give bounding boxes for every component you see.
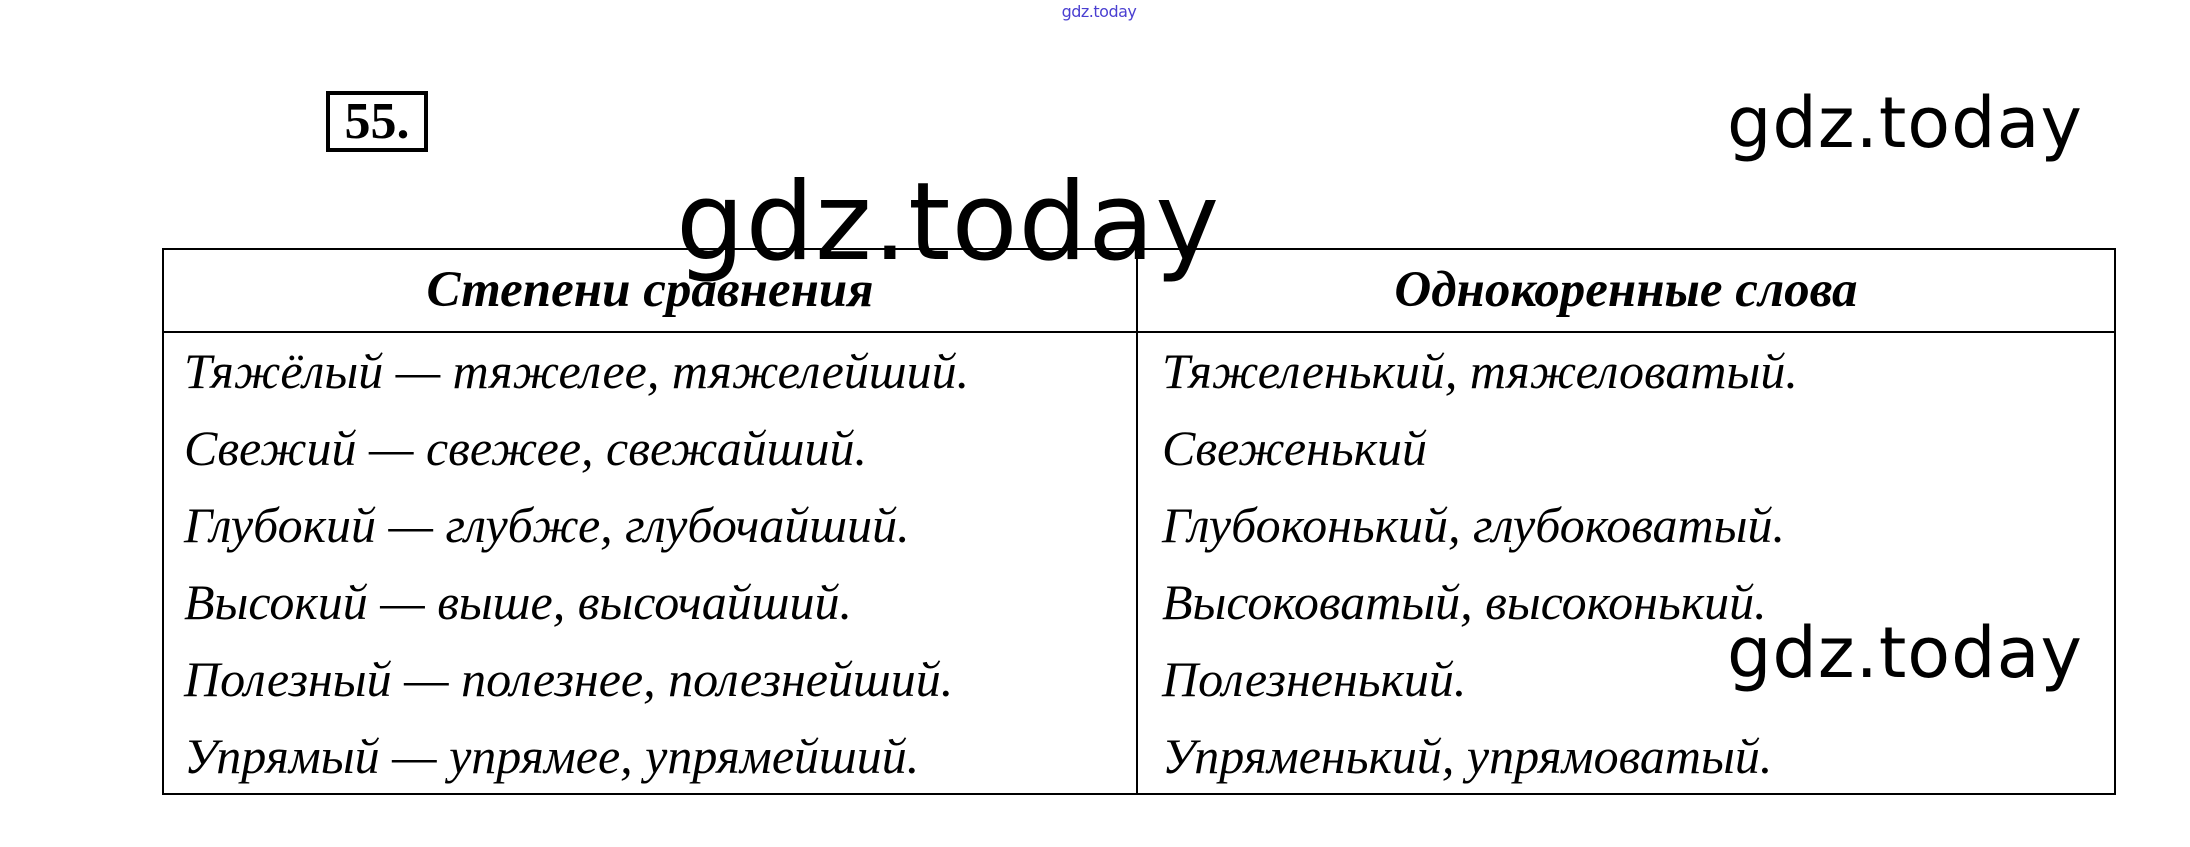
table-cell-degrees: Упрямый — упрямее, упрямейший. [184,728,920,784]
table-cell-degrees: Тяжёлый — тяжелее, тяжелейший. [184,343,970,399]
task-number: 55. [326,91,428,152]
column-cognate-words [1162,333,1798,795]
table-cell-degrees: Высокий — выше, высочайший. [184,574,853,630]
table-cell-cognates: Упряменький, упрямоватый. [1162,728,1773,784]
table-cell-cognates: Высоковатый, высоконький. [1162,574,1767,630]
table-cell-degrees: Глубокий — глубже, глубочайший. [184,497,910,553]
table-cell-degrees: Полезный — полезнее, полезнейший. [184,651,954,707]
watermark-top-right: gdz.today [1727,82,2083,164]
column-degrees-of-comparison [184,333,969,795]
watermark-center: gdz.today [676,160,1221,285]
table-cell-cognates: Полезненький. [1162,651,1467,707]
watermark-bottom-right: gdz.today [1727,612,2083,694]
header-cognate-words: Однокоренные слова [1394,262,1858,318]
header-degrees-of-comparison: Степени сравнения [426,262,874,318]
table-cell-degrees: Свежий — свежее, свежайший. [184,420,867,476]
watermark-top-small: gdz.today [1061,2,1137,21]
comparison-table [162,248,2116,795]
table-cell-cognates: Глубоконький, глубоковатый. [1162,497,1786,553]
table-cell-cognates: Свеженький [1162,420,1427,476]
table-cell-cognates: Тяжеленький, тяжеловатый. [1162,343,1798,399]
